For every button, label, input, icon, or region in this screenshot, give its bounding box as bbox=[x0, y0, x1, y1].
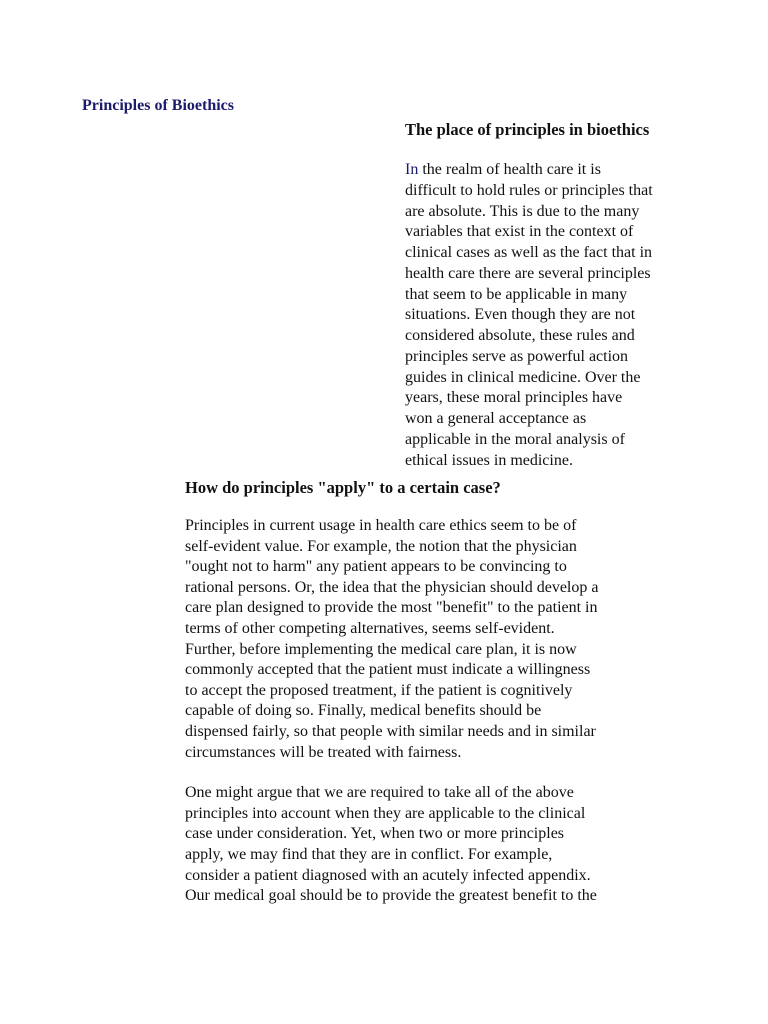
paragraph-line: commonly accepted that the patient must indicate a willingness bbox=[185, 661, 591, 679]
paragraph-line: terms of other competing alternatives, seems self-evident. bbox=[185, 619, 555, 637]
paragraph-line: rational persons. Or, the idea that the physician should develop a bbox=[185, 578, 599, 596]
section-heading-how-principles-apply: How do principles "apply" to a certain case? bbox=[185, 478, 501, 497]
section-how-principles-apply bbox=[185, 476, 665, 907]
paragraph-line: are absolute. This is due to the many bbox=[405, 202, 640, 220]
paragraph-line: considered absolute, these rules and bbox=[405, 327, 635, 344]
paragraph-line: years, these moral principles have bbox=[405, 389, 623, 407]
paragraph-line: capable of doing so. Finally, medical benefits should be bbox=[185, 702, 542, 720]
paragraph-line: "ought not to harm" any patient appears to be convincing to bbox=[185, 558, 567, 576]
paragraph-line bbox=[405, 160, 690, 181]
paragraph-line: self-evident value. For example, the notion that the physician bbox=[185, 537, 577, 555]
paragraph-line: to accept the proposed treatment, if the patient is cognitively bbox=[185, 681, 573, 699]
paragraph-line: case under consideration. Yet, when two or more principles bbox=[185, 825, 565, 843]
paragraph-line: won a general acceptance as bbox=[405, 410, 587, 427]
paragraph-line: applicable in the moral analysis of bbox=[405, 430, 625, 448]
paragraph-line: consider a patient diagnosed with an acutely infected appendix. bbox=[185, 866, 591, 884]
paragraph-self-evident-value bbox=[185, 516, 665, 763]
lead-word: In bbox=[405, 161, 419, 178]
paragraph-line: difficult to hold rules or principles that bbox=[405, 181, 653, 199]
paragraph-line: health care there are several principles bbox=[405, 264, 651, 282]
paragraph-line: principles into account when they are applicable to the clinical bbox=[185, 804, 586, 822]
paragraph-line: principles serve as powerful action bbox=[405, 347, 629, 365]
section-place-of-principles bbox=[405, 118, 690, 471]
paragraph-line: that seem to be applicable in many bbox=[405, 285, 628, 303]
paragraph-line: clinical cases as well as the fact that in bbox=[405, 244, 653, 261]
paragraph-line: care plan designed to provide the most "benefit" to the patient in bbox=[185, 599, 598, 617]
paragraph-place-of-principles bbox=[405, 160, 690, 471]
paragraph-line: guides in clinical medicine. Over the bbox=[405, 368, 641, 386]
paragraph-line: situations. Even though they are not bbox=[405, 306, 636, 324]
paragraph-line: circumstances will be treated with fairness. bbox=[185, 743, 462, 761]
section-heading-place-of-principles: The place of principles in bioethics bbox=[405, 120, 650, 139]
paragraph-line: Our medical goal should be to provide the greatest benefit to the bbox=[185, 887, 597, 905]
paragraph-line: variables that exist in the context of bbox=[405, 223, 634, 241]
paragraph-line: apply, we may find that they are in conflict. For example, bbox=[185, 845, 553, 863]
paragraph-line: Principles in current usage in health care ethics seem to be of bbox=[185, 517, 577, 534]
paragraph-line: ethical issues in medicine. bbox=[405, 451, 573, 469]
paragraph-line: Further, before implementing the medical care plan, it is now bbox=[185, 640, 577, 658]
paragraph-line: dispensed fairly, so that people with similar needs and in similar bbox=[185, 722, 596, 740]
document-title: Principles of Bioethics bbox=[82, 97, 234, 114]
paragraph-line: One might argue that we are required to take all of the above bbox=[185, 784, 574, 802]
paragraph-principles-in-conflict bbox=[185, 783, 665, 907]
line-text: the realm of health care it is bbox=[418, 161, 601, 178]
